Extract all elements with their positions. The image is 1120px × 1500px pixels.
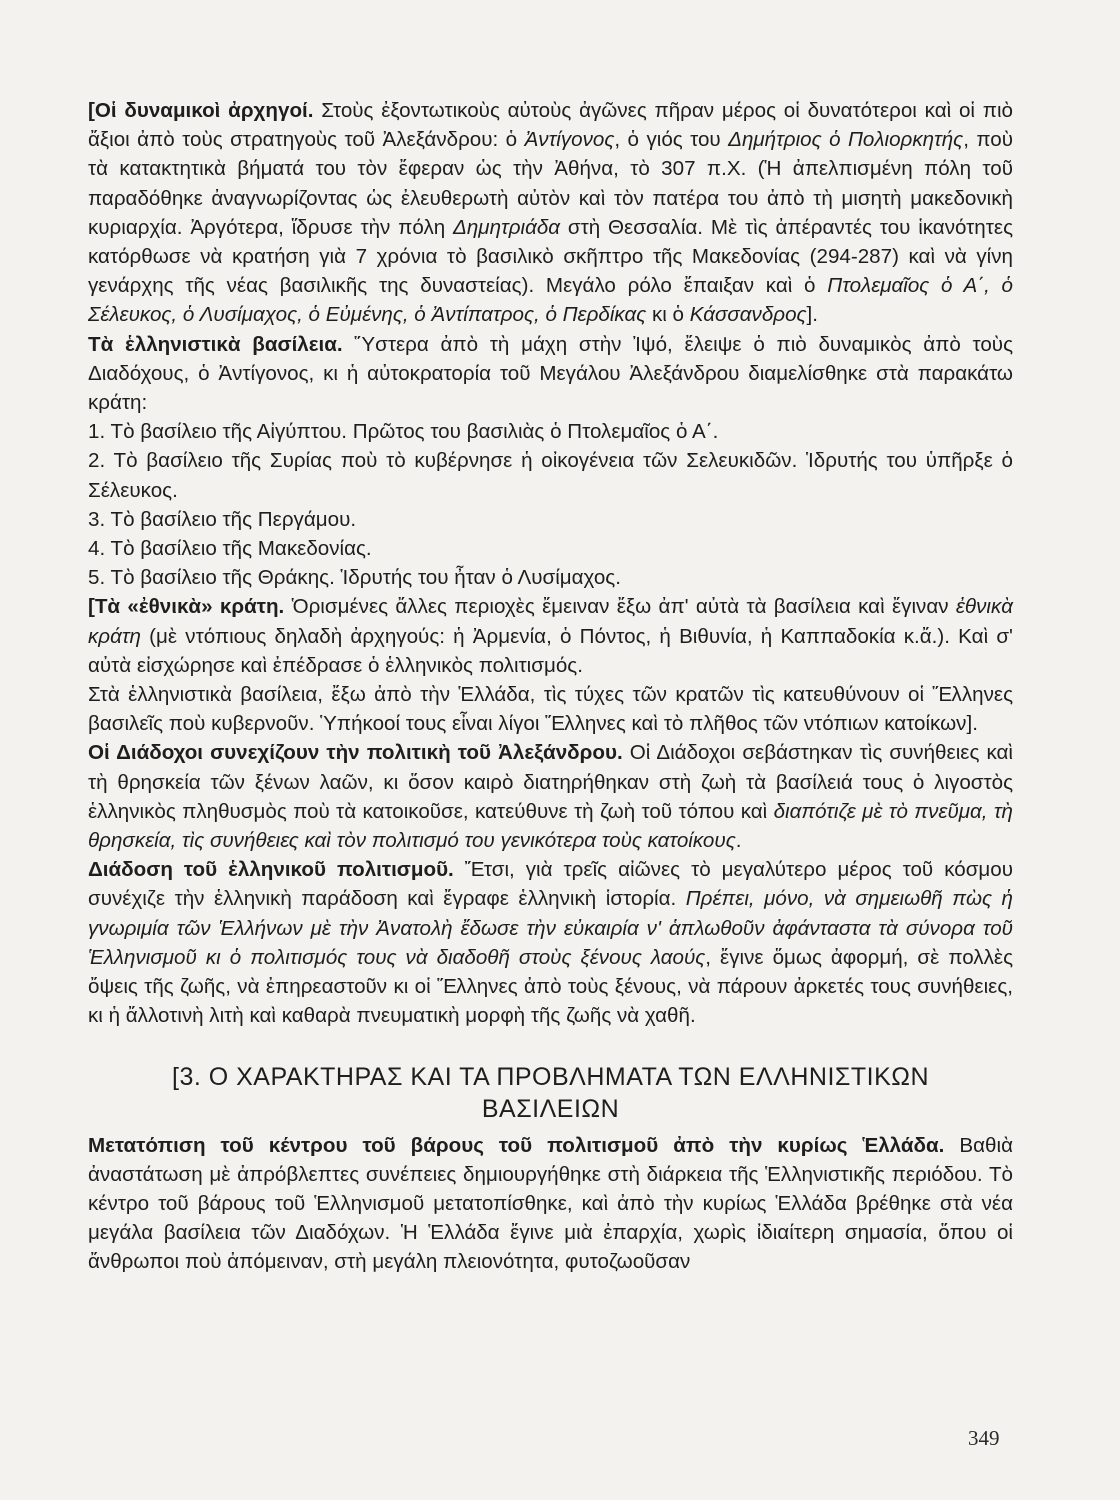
- paragraph-successors-policy: Οἱ Διάδοχοι συνεχίζουν τὴν πολιτικὴ τοῦ Ἀλεξάνδρου. Οἱ Διάδοχοι σεβάστηκαν τὶς συνήθειες καὶ τὴ θρησκεία τῶν ξένων λαῶν, κι ὅσον καιρὸ διατηρήθηκαν στὴ ζωὴ τὰ βασίλειά τους ὁ λιγοστὸς ἑλληνικὸς πληθυσμὸς ποὺ τὰ κατοικοῦσε, κατεύθυνε τὴ ζωὴ τοῦ τόπου καὶ διαπότιζε μὲ τὸ πνεῦμα, τὴ θρησκεία, τὶς συνήθειες καὶ τὸν πολιτισμό του γενικότερα τοὺς κατοίκους.: [88, 741, 1013, 853]
- paragraph-title: Διάδοση τοῦ ἑλληνικοῦ πολιτισμοῦ.: [88, 858, 454, 882]
- paragraph-hellenistic-kingdoms: Τὰ ἑλληνιστικὰ βασίλεια. Ὕστερα ἀπὸ τὴ μάχη στὴν Ἰψό, ἔλειψε ὁ πιὸ δυναμικὸς ἀπὸ τοὺς Διαδόχους, ὁ Ἀντίγονος, κι ἡ αὐτοκρατορία τοῦ Μεγάλου Ἀλεξάνδρου διαμελίσθηκε στὰ παρακάτω κράτη:: [88, 332, 1013, 415]
- paragraph-title: Τὰ ἑλληνιστικὰ βασίλεια.: [88, 332, 343, 356]
- list-item: 4. Τὸ βασίλειο τῆς Μακεδονίας.: [88, 537, 372, 561]
- paragraph-title: Οἱ Διάδοχοι συνεχίζουν τὴν πολιτικὴ τοῦ Ἀλεξάνδρου.: [88, 741, 623, 765]
- paragraph-shift-of-center: Μετατόπιση τοῦ κέντρου τοῦ βάρους τοῦ πολιτισμοῦ ἀπὸ τὴν κυρίως Ἑλλάδα. Βαθιὰ ἀναστάτωση μὲ ἀπρόβλεπτες συνέπειες δημιουργήθηκε στὴ διάρκεια τῆς Ἑλληνιστικῆς περιόδου. Τὸ κέντρο τοῦ βάρους τοῦ Ἑλληνισμοῦ μετατοπίσθηκε, καὶ ἀπὸ τὴν κυρίως Ἑλλάδα βρέθηκε στὰ νέα μεγάλα βασίλεια τῶν Διαδόχων. Ἡ Ἑλλάδα ἔγινε μιὰ ἐπαρχία, χωρὶς ἰδιαίτερη σημασία, ὅπου οἱ ἄνθρωποι ποὺ ἀπόμειναν, στὴ μεγάλη πλειονότητα, φυτοζωοῦσαν: [88, 1133, 1013, 1274]
- section-heading: [3. Ο ΧΑΡΑΚΤΗΡΑΣ ΚΑΙ ΤΑ ΠΡΟΒΛΗΜΑΤΑ ΤΩΝ ΕΛΛΗΝΙΣΤΙΚΩΝ ΒΑΣΙΛΕΙΩΝ: [172, 1062, 929, 1123]
- list-item: 5. Τὸ βασίλειο τῆς Θράκης. Ἱδρυτής του ἦταν ὁ Λυσίμαχος.: [88, 566, 621, 590]
- page-body: [88, 96, 1013, 1277]
- paragraph-dynamic-leaders: [Οἱ δυναμικοὶ ἀρχηγοί. Στοὺς ἐξοντωτικοὺς αὐτοὺς ἀγῶνες πῆραν μέρος οἱ δυνατότεροι καὶ οἱ πιὸ ἄξιοι ἀπὸ τοὺς στρατηγοὺς τοῦ Ἀλεξάνδρου: ὁ Ἀντίγονος, ὁ γιός του Δημήτριος ὁ Πολιορκητής, ποὺ τὰ κατακτητικὰ βήματά του τὸν ἔφεραν ὡς τὴν Ἀθήνα, τὸ 307 π.Χ. (Ἡ ἀπελπισμένη πόλη τοῦ παραδόθηκε ἀναγνωρίζοντας ὡς ἐλευθερωτὴ αὐτὸν καὶ τὸν πατέρα του ἀπὸ τὴ μισητὴ μακεδονικὴ κυριαρχία. Ἀργότερα, ἵδρυσε τὴν πόλη Δημητριάδα στὴ Θεσσαλία. Μὲ τὶς ἀπέραντές του ἱκανότητες κατόρθωσε νὰ κρατήση γιὰ 7 χρόνια τὸ βασιλικὸ σκῆπτρο τῆς Μακεδονίας (294-287) καὶ νὰ γίνη γενάρχης τῆς νέας βασιλικῆς της δυναστείας). Μεγάλο ρόλο ἔπαιξαν καὶ ὁ Πτολεμαῖος ὁ Α΄, ὁ Σέλευκος, ὁ Λυσίμαχος, ὁ Εὐμένης, ὁ Ἀντίπατρος, ὁ Περδίκας κι ὁ Κάσσανδρος].: [88, 99, 1014, 327]
- paragraph-national-states: [Τὰ «ἐθνικὰ» κράτη. Ὁρισμένες ἄλλες περιοχὲς ἔμειναν ἔξω ἀπ' αὐτὰ τὰ βασίλεια καὶ ἔγιναν ἐθνικὰ κράτη (μὲ ντόπιους δηλαδὴ ἀρχηγούς: ἡ Ἀρμενία, ὁ Πόντος, ἡ Βιθυνία, ἡ Καππαδοκία κ.ἄ.). Καὶ σ' αὐτὰ εἰσχώρησε καὶ ἐπέδρασε ὁ ἑλληνικὸς πολιτισμός.: [88, 595, 1013, 677]
- kingdoms-list: [88, 417, 1013, 592]
- page-number: 349: [968, 1426, 1000, 1450]
- list-item: 3. Τὸ βασίλειο τῆς Περγάμου.: [88, 507, 357, 531]
- paragraph-title: Μετατόπιση τοῦ κέντρου τοῦ βάρους τοῦ πολιτισμοῦ ἀπὸ τὴν κυρίως Ἑλλάδα.: [88, 1133, 945, 1157]
- paragraph-title: [Τὰ «ἐθνικὰ» κράτη.: [88, 595, 285, 619]
- list-item: 1. Τὸ βασίλειο τῆς Αἰγύπτου. Πρῶτος του βασιλιὰς ὁ Πτολεμαῖος ὁ Α΄.: [88, 420, 719, 444]
- paragraph-title: [Οἱ δυναμικοὶ ἀρχηγοί.: [88, 99, 314, 122]
- list-item: 2. Τὸ βασίλειο τῆς Συρίας ποὺ τὸ κυβέρνησε ἡ οἰκογένεια τῶν Σελευκιδῶν. Ἱδρυτής του ὑπῆρξε ὁ Σέλευκος.: [88, 449, 1013, 502]
- paragraph-greek-kings: Στὰ ἑλληνιστικὰ βασίλεια, ἔξω ἀπὸ τὴν Ἑλλάδα, τὶς τύχες τῶν κρατῶν τὶς κατευθύνουν οἱ Ἕλληνες βασιλεῖς ποὺ κυβερνοῦν. Ὑπήκοοί τους εἶναι λίγοι Ἕλληνες καὶ τὸ πλῆθος τῶν ντόπιων κατοίκων].: [88, 683, 1013, 736]
- paragraph-spread-of-culture: Διάδοση τοῦ ἑλληνικοῦ πολιτισμοῦ. Ἔτσι, γιὰ τρεῖς αἰῶνες τὸ μεγαλύτερο μέρος τοῦ κόσμου συνέχιζε τὴν ἑλληνικὴ παράδοση καὶ ἔγραφε ἑλληνικὴ ἱστορία. Πρέπει, μόνο, νὰ σημειωθῆ πὼς ἡ γνωριμία τῶν Ἑλλήνων μὲ τὴν Ἀνατολὴ ἔδωσε τὴν εὐκαιρία ν' ἁπλωθοῦν ἀφάνταστα τὰ σύνορα τοῦ Ἑλληνισμοῦ κι ὁ πολιτισμός τους νὰ διαδοθῆ στοὺς ξένους λαούς, ἔγινε ὅμως ἀφορμή, σὲ πολλὲς ὄψεις τῆς ζωῆς, νὰ ἐπηρεαστοῦν κι οἱ Ἕλληνες ἀπὸ τοὺς ξένους, νὰ πάρουν ἀρκετές τους συνήθειες, κι ἡ ἄλλοτινὴ λιτὴ καὶ καθαρὰ πνευματικὴ μορφὴ τῆς ζωῆς νὰ χαθῆ.: [88, 858, 1013, 1028]
